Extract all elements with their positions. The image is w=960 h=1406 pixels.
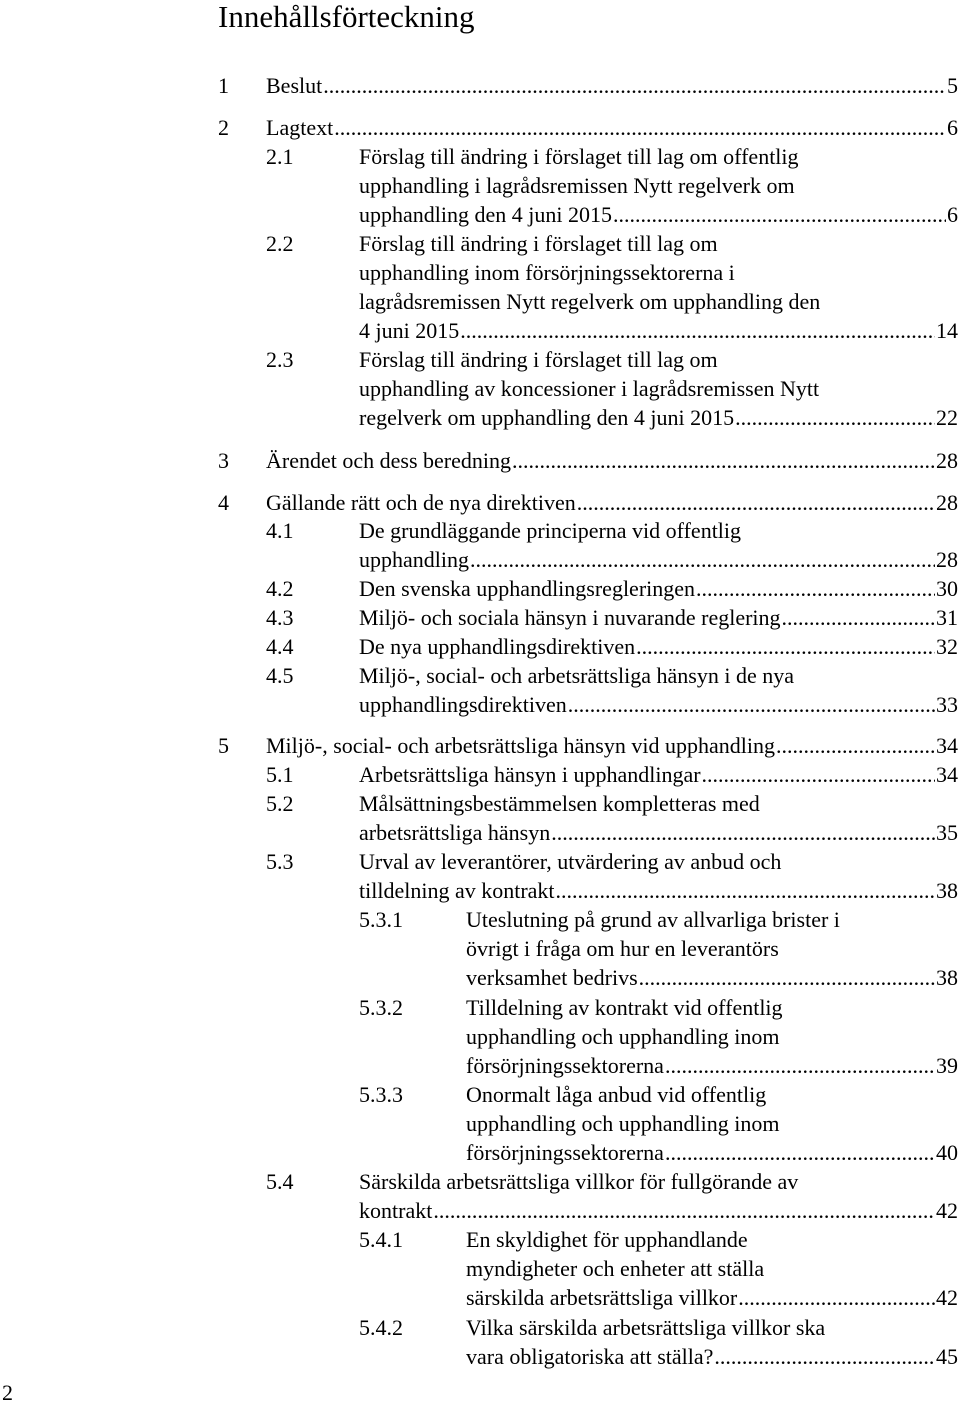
toc-entry-title-line: upphandling inom försörjningssektorerna i — [359, 260, 735, 285]
toc-entry-title-line: Miljö-, social- och arbetsrättsliga hänsyn vid upphandling — [266, 733, 775, 758]
toc-entry-number: 4.4 — [266, 634, 294, 659]
dot-leader — [714, 1342, 935, 1371]
dot-leader — [551, 818, 935, 847]
dot-leader — [512, 446, 935, 475]
toc-entry[interactable] — [359, 1225, 958, 1312]
toc-entry-number: 5.3 — [266, 849, 294, 874]
toc-entry-number: 1 — [218, 73, 229, 98]
toc-entry-title-line: Miljö- och sociala hänsyn i nuvarande reglering — [359, 605, 781, 630]
toc-entry-title-line: Särskilda arbetsrättsliga villkor för fullgörande av — [359, 1169, 799, 1194]
dot-leader — [696, 574, 935, 603]
toc-entry-title-line: Arbetsrättsliga hänsyn i upphandlingar — [359, 762, 701, 787]
toc-entry-title-line: övrigt i fråga om hur en leverantörs — [466, 936, 779, 961]
toc-entry-page: 5 — [947, 73, 958, 98]
toc-entry-title-line: upphandlingsdirektiven — [359, 692, 567, 717]
toc-entry-title-line: upphandling den 4 juni 2015 — [359, 202, 612, 227]
toc-entry-title-line: upphandling — [359, 547, 469, 572]
toc-entry-title-line: Den svenska upphandlingsregleringen — [359, 576, 696, 601]
toc-entry-number: 5.4 — [266, 1169, 294, 1194]
toc-entry-number: 4.5 — [266, 663, 294, 688]
dot-leader — [702, 760, 935, 789]
toc-entry-number: 5.3.1 — [359, 907, 403, 932]
dot-leader — [735, 403, 935, 432]
toc-entry-title-line: verksamhet bedrivs — [466, 965, 638, 990]
toc-entry[interactable] — [359, 905, 958, 992]
toc-entry-title-line: Förslag till ändring i förslaget till lag om — [359, 347, 718, 372]
toc-entry-title-line: försörjningssektorerna — [466, 1140, 664, 1165]
toc-entry-title-line: regelverk om upphandling den 4 juni 2015 — [359, 405, 735, 430]
toc-entry-page: 6 — [947, 202, 958, 227]
toc-entry-title-line: upphandling och upphandling inom — [466, 1111, 780, 1136]
toc-entry-page: 40 — [936, 1140, 958, 1165]
toc-entry-title-line: Vilka särskilda arbetsrättsliga villkor ska — [466, 1315, 826, 1340]
toc-entry-page: 42 — [936, 1285, 958, 1310]
toc-entry[interactable] — [266, 1167, 958, 1225]
toc-entry-number: 5.3.2 — [359, 995, 403, 1020]
toc-entry-title-line: upphandling och upphandling inom — [466, 1024, 780, 1049]
toc-entry[interactable] — [266, 847, 958, 905]
toc-entry-page: 39 — [936, 1053, 958, 1078]
toc-entry-title-line: arbetsrättsliga hänsyn — [359, 820, 551, 845]
page-title: Innehållsförteckning — [218, 0, 475, 34]
dot-leader — [577, 488, 935, 517]
dot-leader — [782, 603, 935, 632]
toc-entry-page: 32 — [936, 634, 958, 659]
toc-entry-number: 4.2 — [266, 576, 294, 601]
toc-entry[interactable] — [218, 71, 958, 100]
dot-leader — [556, 876, 935, 905]
toc-entry[interactable] — [218, 488, 958, 517]
toc-entry[interactable] — [218, 113, 958, 142]
toc-entry-number: 4.3 — [266, 605, 294, 630]
toc-entry-title-line: Förslag till ändring i förslaget till lag om — [359, 231, 718, 256]
toc-entry-number: 5.4.1 — [359, 1227, 403, 1252]
toc-entry-number: 5.1 — [266, 762, 294, 787]
dot-leader — [613, 200, 946, 229]
toc-entry[interactable] — [359, 1080, 958, 1167]
toc-entry-page: 38 — [936, 965, 958, 990]
dot-leader — [665, 1051, 935, 1080]
dot-leader — [460, 316, 935, 345]
toc-entry-title-line: försörjningssektorerna — [466, 1053, 664, 1078]
toc-entry-number: 4.1 — [266, 518, 294, 543]
toc-entry-page: 33 — [936, 692, 958, 717]
toc-entry-page: 6 — [947, 115, 958, 140]
toc-entry-page: 34 — [936, 733, 958, 758]
toc-entry-page: 28 — [936, 547, 958, 572]
toc-entry-title-line: Beslut — [266, 73, 323, 98]
toc-entry-title-line: tilldelning av kontrakt — [359, 878, 555, 903]
toc-entry-page: 35 — [936, 820, 958, 845]
dot-leader — [776, 731, 935, 760]
toc-entry-number: 3 — [218, 448, 229, 473]
toc-entry-page: 31 — [936, 605, 958, 630]
dot-leader — [639, 963, 935, 992]
toc-entry-number: 5 — [218, 733, 229, 758]
toc-entry-title-line: särskilda arbetsrättsliga villkor — [466, 1285, 738, 1310]
dot-leader — [665, 1138, 935, 1167]
toc-entry-title-line: Ärendet och dess beredning — [266, 448, 511, 473]
dot-leader — [323, 71, 946, 100]
toc-entry-title-line: Uteslutning på grund av allvarliga brister i — [466, 907, 840, 932]
toc-entry-title-line: upphandling i lagrådsremissen Nytt regelverk om — [359, 173, 795, 198]
toc-entry-page: 22 — [936, 405, 958, 430]
toc-entry-title-line: lagrådsremissen Nytt regelverk om upphandling den — [359, 289, 821, 314]
toc-entry-title-line: Miljö-, social- och arbetsrättsliga hänsyn i de nya — [359, 663, 794, 688]
dot-leader — [636, 632, 935, 661]
toc-entry[interactable] — [266, 229, 958, 345]
toc-entry-title-line: vara obligatoriska att ställa? — [466, 1344, 714, 1369]
toc-entry-title-line: kontrakt — [359, 1198, 433, 1223]
toc-entry-number: 2.3 — [266, 347, 294, 372]
toc-entry-page: 45 — [936, 1344, 958, 1369]
toc-entry-number: 2.2 — [266, 231, 294, 256]
page-number: 2 — [2, 1380, 13, 1405]
toc-entry-title-line: Förslag till ändring i förslaget till lag om offentlig — [359, 144, 799, 169]
dot-leader — [433, 1196, 935, 1225]
dot-leader — [738, 1283, 935, 1312]
toc-entry[interactable] — [359, 993, 958, 1080]
toc-entry-title-line: Lagtext — [266, 115, 334, 140]
toc-entry-title-line: De grundläggande principerna vid offentlig — [359, 518, 742, 543]
toc-entry-title-line: Målsättningsbestämmelsen kompletteras med — [359, 791, 760, 816]
toc-entry[interactable] — [266, 603, 958, 632]
toc-entry-number: 2.1 — [266, 144, 294, 169]
toc-entry[interactable] — [266, 516, 958, 574]
toc-entry-title-line: En skyldighet för upphandlande — [466, 1227, 748, 1252]
toc-entry-page: 30 — [936, 576, 958, 601]
toc-entry-number: 5.4.2 — [359, 1315, 403, 1340]
toc-entry-title-line: Onormalt låga anbud vid offentlig — [466, 1082, 767, 1107]
toc-entry-title-line: Gällande rätt och de nya direktiven — [266, 490, 576, 515]
toc-entry[interactable] — [266, 345, 958, 432]
toc-entry-page: 42 — [936, 1198, 958, 1223]
toc-entry-number: 5.3.3 — [359, 1082, 403, 1107]
toc-entry-title-line: myndigheter och enheter att ställa — [466, 1256, 765, 1281]
toc-entry[interactable] — [218, 731, 958, 760]
toc-entry-number: 4 — [218, 490, 229, 515]
toc-entry-title-line: upphandling av koncessioner i lagrådsremissen Nytt — [359, 376, 820, 401]
toc-entry-title-line: De nya upphandlingsdirektiven — [359, 634, 636, 659]
dot-leader — [568, 690, 935, 719]
toc-entry-page: 34 — [936, 762, 958, 787]
toc-entry[interactable] — [359, 1313, 958, 1371]
toc-entry[interactable] — [266, 574, 958, 603]
toc-entry-page: 38 — [936, 878, 958, 903]
toc-entry[interactable] — [266, 142, 958, 229]
toc-entry-number: 2 — [218, 115, 229, 140]
toc-entry-title-line: Tilldelning av kontrakt vid offentlig — [466, 995, 783, 1020]
toc-entry-number: 5.2 — [266, 791, 294, 816]
toc-entry[interactable] — [218, 446, 958, 475]
toc-entry-title-line: Urval av leverantörer, utvärdering av anbud och — [359, 849, 782, 874]
toc-entry[interactable] — [266, 661, 958, 719]
toc-entry-page: 28 — [936, 490, 958, 515]
toc-entry[interactable] — [266, 760, 958, 789]
toc-entry-page: 14 — [936, 318, 958, 343]
toc-entry-page: 28 — [936, 448, 958, 473]
dot-leader — [334, 113, 946, 142]
toc-entry[interactable] — [266, 632, 958, 661]
dot-leader — [470, 545, 935, 574]
toc-entry-title-line: 4 juni 2015 — [359, 318, 460, 343]
toc-entry[interactable] — [266, 789, 958, 847]
